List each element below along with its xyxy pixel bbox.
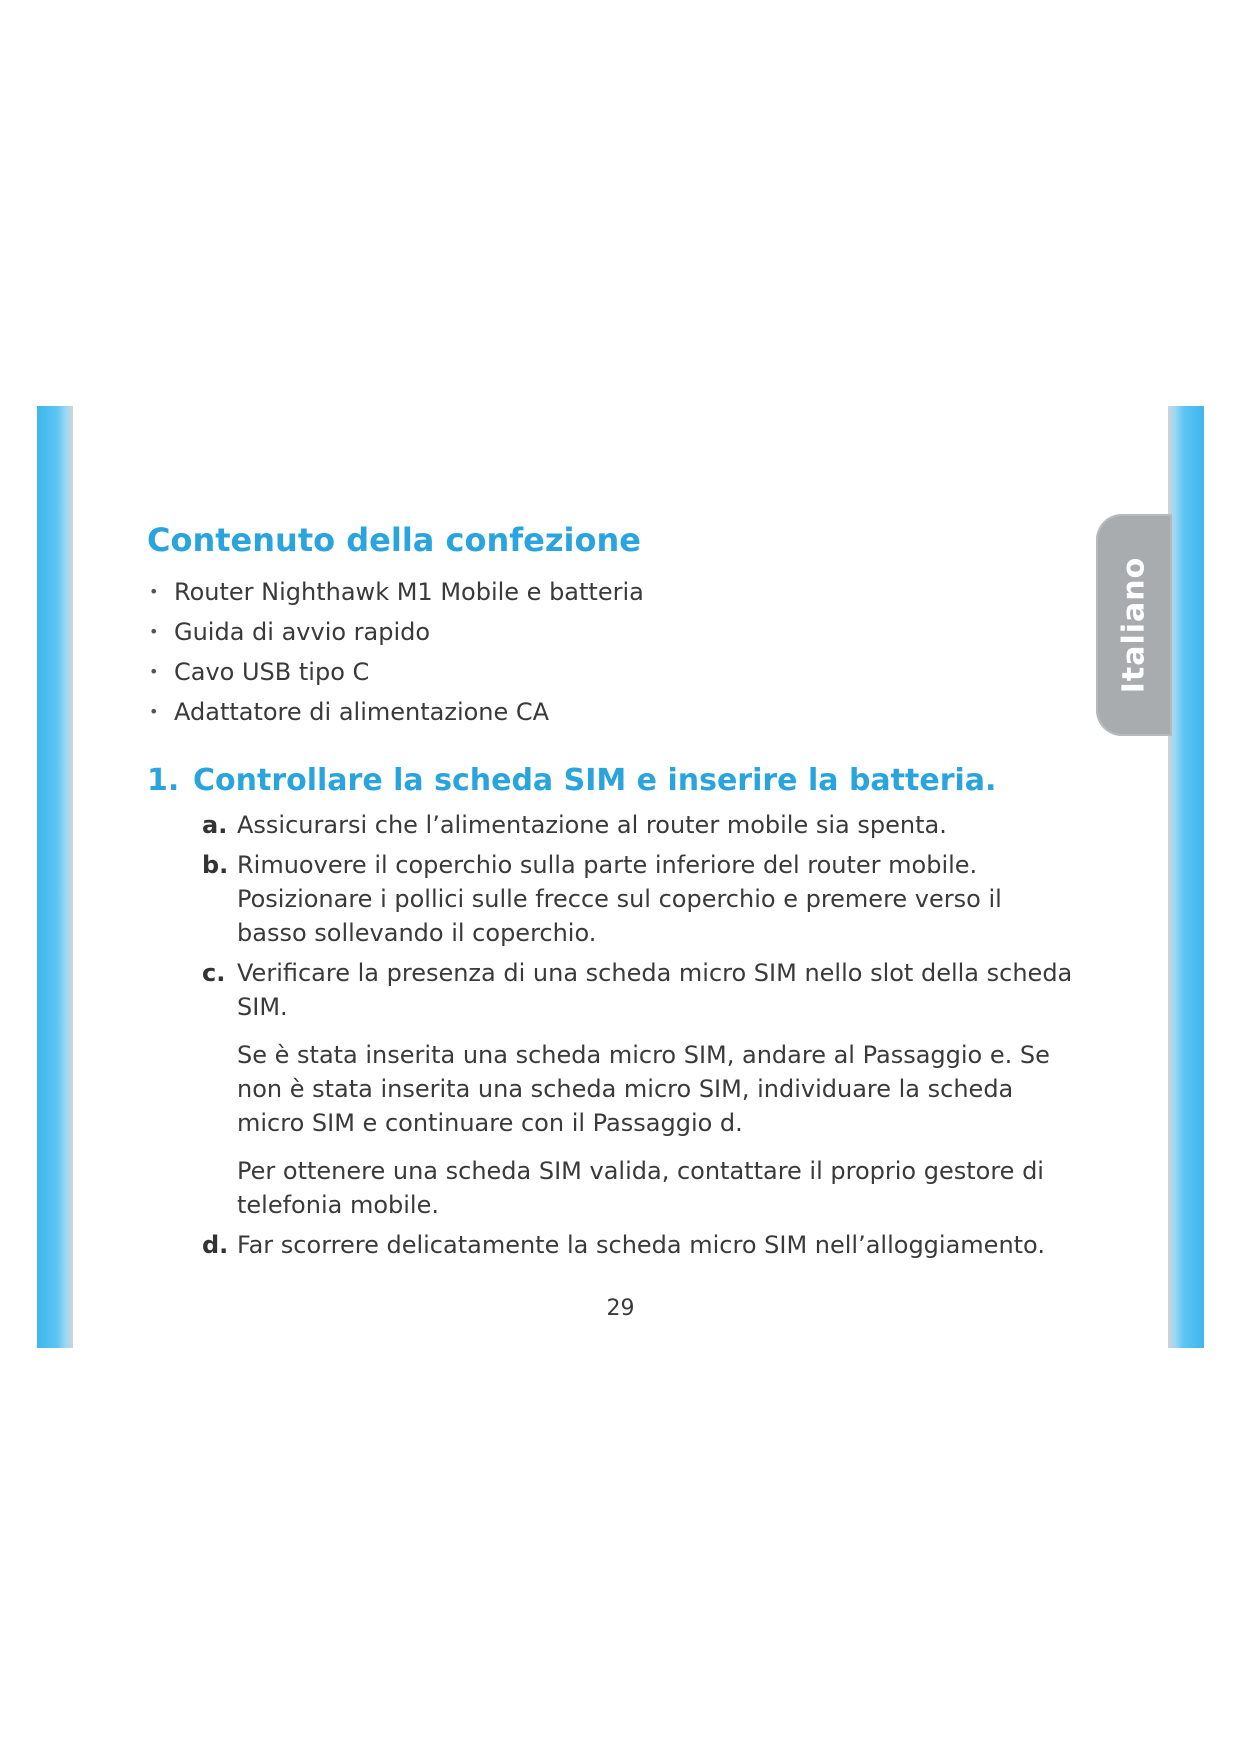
substep-d <box>202 1228 1077 1262</box>
substep-b <box>202 848 1077 950</box>
step-title: Controllare la scheda SIM e inserire la batteria. <box>193 763 997 798</box>
language-tab <box>1096 514 1172 736</box>
page-number: 29 <box>606 1296 635 1321</box>
list-item: • Router Nighthawk M1 Mobile e batteria <box>147 572 1077 612</box>
substeps-list <box>147 808 1077 1262</box>
right-side-bar <box>1168 406 1204 1348</box>
list-item: • Guida di avvio rapido <box>147 612 1077 652</box>
substep-text: Rimuovere il coperchio sulla parte inferiore del router mobile. Posizionare i pollici sulle frecce sul coperchio e premere verso il basso sollevando il coperchio. <box>237 851 1002 947</box>
left-side-bar <box>37 406 73 1348</box>
page-content <box>147 516 1077 1268</box>
substep-text: Verificare la presenza di una scheda micro SIM nello slot della scheda SIM. <box>237 959 1073 1021</box>
package-contents-list <box>147 572 1077 732</box>
substep-letter: d. <box>202 1231 229 1259</box>
step-heading <box>147 758 1077 804</box>
substep-letter: c. <box>202 959 226 987</box>
substep-a <box>202 808 1077 842</box>
list-item: • Cavo USB tipo C <box>147 652 1077 692</box>
substep-text: Assicurarsi che l’alimentazione al router mobile sia spenta. <box>237 811 947 839</box>
substep-note: Per ottenere una scheda SIM valida, contattare il proprio gestore di telefonia mobile. <box>237 1157 1044 1219</box>
language-tab-label: Italiano <box>1116 556 1152 694</box>
section-title: Contenuto della confezione <box>147 521 641 559</box>
substep-text: Far scorrere delicatamente la scheda micro SIM nell’alloggiamento. <box>237 1231 1045 1259</box>
substep-letter: a. <box>202 811 228 839</box>
substep-note: Se è stata inserita una scheda micro SIM, andare al Passaggio e. Se non è stata inserita una scheda micro SIM, individuare la scheda micro SIM e continuare con il Passaggio d. <box>237 1041 1050 1137</box>
substep-letter: b. <box>202 851 229 879</box>
substep-c <box>202 956 1077 1222</box>
step-number: 1. <box>147 763 180 798</box>
list-item: • Adattatore di alimentazione CA <box>147 692 1077 732</box>
